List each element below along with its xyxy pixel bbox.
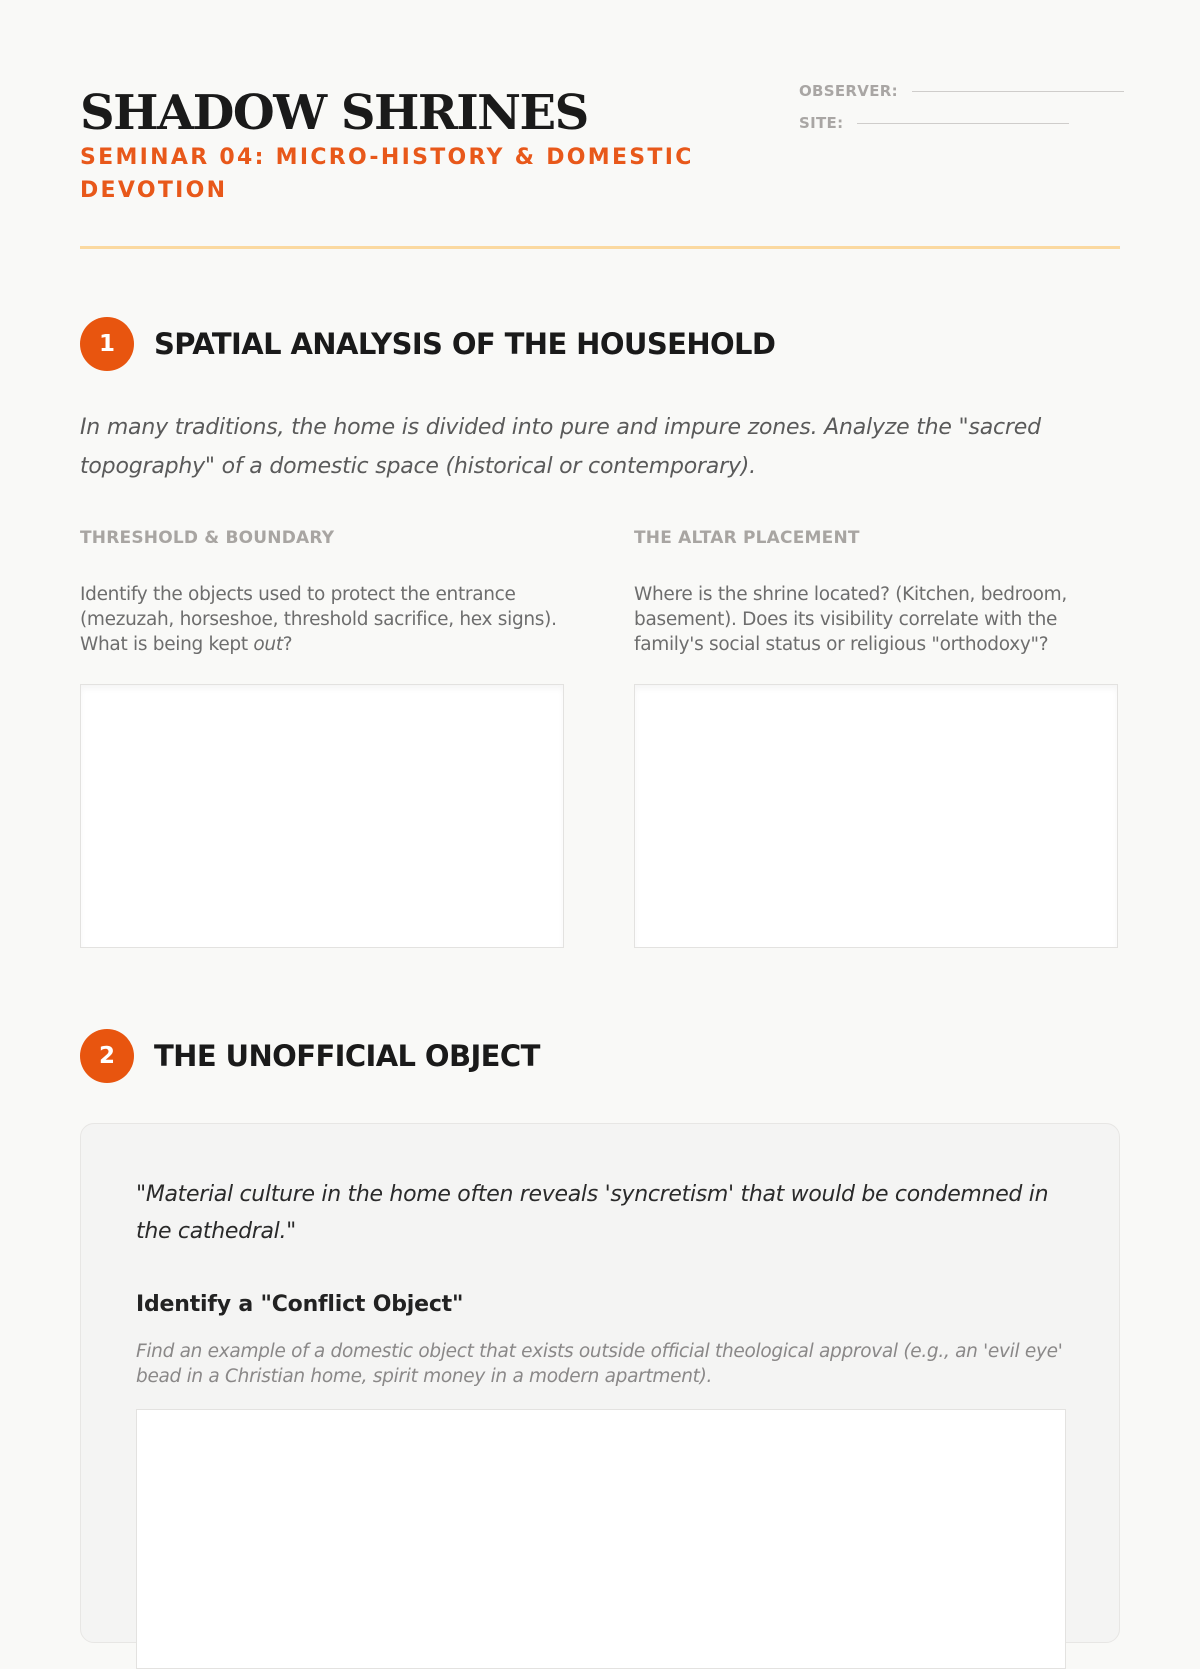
- threshold-label: THRESHOLD & BOUNDARY: [80, 528, 335, 548]
- conflict-object-answer-box[interactable]: [136, 1409, 1066, 1669]
- header-divider: [80, 246, 1120, 249]
- observer-label: OBSERVER:: [799, 82, 898, 100]
- section-1-number-badge: 1: [80, 317, 134, 371]
- threshold-prompt-emphasis: out: [253, 634, 283, 655]
- threshold-prompt-end: ?: [282, 634, 293, 655]
- section-2-header: [80, 1029, 540, 1083]
- threshold-prompt-text: Identify the objects used to protect the entrance (mezuzah, horseshoe, threshold sacrifice, hex signs). What is being kept: [80, 584, 557, 655]
- unofficial-object-panel: [80, 1123, 1120, 1643]
- section-1-intro: In many traditions, the home is divided into pure and impure zones. Analyze the "sacred topography" of a domestic space (historical or contemporary).: [80, 415, 1041, 479]
- threshold-prompt: [80, 582, 566, 657]
- conflict-object-prompt: Find an example of a domestic object that exists outside official theological approval (e.g., an 'evil eye' bead in a Christian home, spirit money in a modern apartment).: [136, 1341, 1063, 1387]
- site-field: [799, 114, 1069, 132]
- observer-input-line[interactable]: [912, 91, 1124, 92]
- site-input-line[interactable]: [857, 123, 1069, 124]
- page-title: SHADOW SHRINES: [80, 85, 588, 141]
- altar-label: THE ALTAR PLACEMENT: [634, 528, 860, 548]
- section-2-number-badge: 2: [80, 1029, 134, 1083]
- threshold-answer-box[interactable]: [80, 684, 564, 948]
- section-2-title: THE UNOFFICIAL OBJECT: [154, 1039, 540, 1073]
- section-1-header: [80, 317, 775, 371]
- altar-column: [634, 528, 1120, 948]
- observer-field: [799, 82, 1124, 100]
- site-label: SITE:: [799, 114, 844, 132]
- section-1-title: SPATIAL ANALYSIS OF THE HOUSEHOLD: [154, 327, 776, 361]
- conflict-object-heading: Identify a "Conflict Object": [136, 1292, 464, 1317]
- threshold-column: [80, 528, 566, 948]
- page-subtitle: SEMINAR 04: MICRO-HISTORY & DOMESTIC DEVOTION: [80, 145, 694, 203]
- panel-quote: "Material culture in the home often reveals 'syncretism' that would be condemned in the cathedral.": [136, 1182, 1049, 1244]
- altar-prompt: Where is the shrine located? (Kitchen, bedroom, basement). Does its visibility correlate with the family's social status or religious "orthodoxy"?: [634, 584, 1067, 655]
- altar-answer-box[interactable]: [634, 684, 1118, 948]
